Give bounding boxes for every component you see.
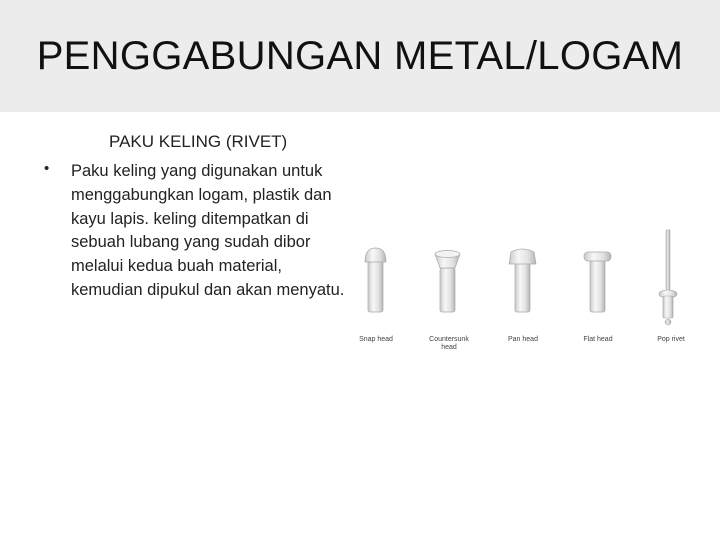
snap-head-rivet — [365, 248, 386, 312]
rivet-types-figure — [348, 224, 708, 360]
section-subtitle: PAKU KELING (RIVET) — [109, 132, 288, 151]
pop-rivet — [659, 230, 677, 325]
title-bar — [0, 0, 720, 112]
rivet-caption-countersunk-head: Countersunk head — [429, 336, 469, 351]
rivet-caption-flat-head: Flat head — [583, 336, 613, 343]
flat-head-rivet — [584, 252, 611, 312]
pan-head-rivet — [509, 249, 536, 312]
countersunk-head-rivet — [435, 251, 460, 313]
bullet-marker: • — [44, 160, 50, 177]
rivet-caption-pan-head: Pan head — [508, 336, 538, 343]
bullet-text: Paku keling yang digunakan untuk menggabungkan logam, plastik dan kayu lapis. keling ditempatkan di sebuah lubang yang sudah dibor melalui kedua buah material, kemudian dipukul dan akan menyatu. — [71, 162, 345, 299]
rivet-caption-snap-head: Snap head — [359, 336, 393, 343]
slide-title: PENGGABUNGAN METAL/LOGAM — [36, 34, 684, 78]
rivet-caption-pop-rivet: Pop rivet — [657, 336, 685, 343]
